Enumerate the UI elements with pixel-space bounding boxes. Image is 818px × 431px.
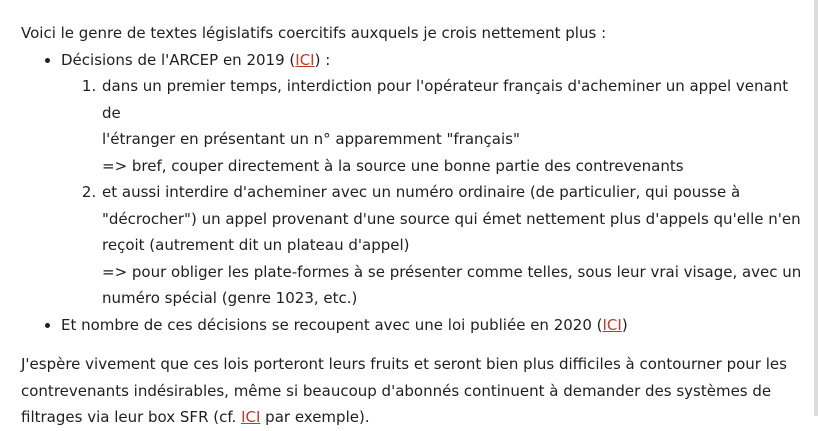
- forum-post-body: [21, 0, 811, 431]
- closing-line-2: contrevenants indésirables, même si beaucoup d'abonnés continuent à demander des systèmes de: [21, 381, 772, 400]
- law-text-end: ): [621, 315, 628, 334]
- first-line-3: => bref, couper directement à la source une bonne partie des contrevenants: [102, 156, 684, 175]
- list-item-law: [61, 312, 811, 339]
- arcep-text-end: ) :: [314, 50, 331, 69]
- second-line-5: numéro spécial (genre 1023, etc.): [102, 289, 358, 307]
- closing-paragraph: [21, 351, 811, 431]
- second-line-1: et aussi interdire d'acheminer avec un numéro ordinaire (de particulier, qui pousse à: [102, 183, 741, 201]
- closing-line-3: filtrages via leur box SFR (cf.: [21, 408, 242, 426]
- clipped-previous-line: [21, 0, 811, 18]
- sublist-item-second: [101, 179, 811, 312]
- first-line-2: l'étranger en présentant un n° apparemment "français": [102, 130, 520, 148]
- decisions-list: [21, 47, 811, 339]
- sublist-item-first: [101, 73, 811, 179]
- law-link[interactable]: ICI: [602, 315, 622, 334]
- second-line-4: => pour obliger les plate-formes à se présenter comme telles, sous leur vrai visage, avec un: [102, 262, 802, 281]
- law-text: Et nombre de ces décisions se recoupent avec une loi publiée en 2020 (: [61, 315, 603, 334]
- first-line-1: dans un premier temps, interdiction pour l'opérateur français d'acheminer un appel venant de: [102, 77, 789, 122]
- arcep-text: Décisions de l'ARCEP en 2019 (: [61, 50, 296, 69]
- intro-paragraph: Voici le genre de textes législatifs coercitifs auxquels je crois nettement plus :: [21, 24, 607, 42]
- list-item-arcep: [61, 47, 811, 312]
- second-line-2: "décrocher") un appel provenant d'une source qui émet nettement plus d'appels qu'elle n'en: [102, 209, 801, 228]
- arcep-sublist: [61, 73, 811, 312]
- closing-line-1: J'espère vivement que ces lois porteront leurs fruits et seront bien plus difficiles à contourner pour les: [21, 355, 787, 373]
- scrollbar-edge: [814, 0, 818, 416]
- closing-link[interactable]: ICI: [241, 408, 261, 426]
- second-line-3: reçoit (autrement dit un plateau d'appel): [102, 236, 410, 254]
- arcep-link[interactable]: ICI: [295, 50, 315, 69]
- closing-line-3-end: par exemple).: [260, 408, 370, 426]
